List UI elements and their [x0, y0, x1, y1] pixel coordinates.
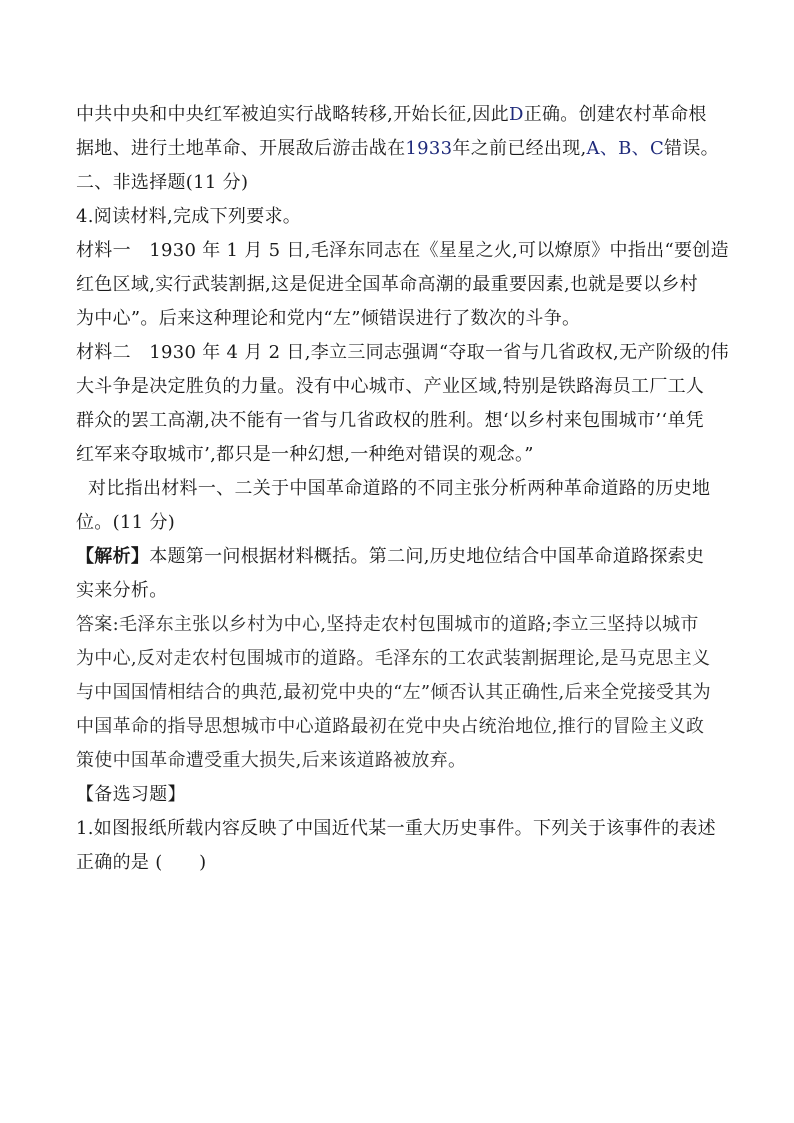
- section-title: 二、非选择题(11 分): [76, 172, 249, 193]
- text-segment: 年之前已经出现,: [452, 138, 587, 159]
- document-page: [76, 98, 729, 880]
- backup-label: 【备选习题】: [76, 784, 186, 805]
- answer-line: 中国革命的指导思想城市中心道路最初在党中央占统治地位,推行的冒险主义政: [76, 716, 705, 737]
- text-line: [76, 132, 726, 166]
- analysis-line: [76, 540, 726, 574]
- answer-line: 答案:毛泽东主张以乡村为中心,坚持走农村包围城市的道路;李立三坚持以城市: [76, 614, 699, 635]
- answer-line: 为中心,反对走农村包围城市的道路。毛泽东的工农武装割据理论,是马克思主义: [76, 648, 711, 669]
- material-two-line: 群众的罢工高潮,决不能有一省与几省政权的胜利。想‘以乡村来包围城市’‘单凭: [76, 410, 704, 431]
- answer-line: 策使中国革命遭受重大损失,后来该道路被放弃。: [76, 750, 467, 771]
- text-segment: 中共中央和中央红军被迫实行战略转移,开始长征,因此: [76, 104, 509, 125]
- analysis-text: 本题第一问根据材料概括。第二问,历史地位结合中国革命道路探索史: [149, 546, 705, 567]
- text-segment: 错误。: [664, 138, 719, 159]
- material-one-line: 红色区域,实行武装割据,这是促进全国革命高潮的最重要因素,也就是要以乡村: [76, 274, 698, 295]
- material-two-line: 大斗争是决定胜负的力量。没有中心城市、产业区域,特别是铁路海员工厂工人: [76, 376, 705, 397]
- material-two-line: 材料二 1930 年 4 月 2 日,李立三同志强调“夺取一省与几省政权,无产阶级的伟: [76, 342, 729, 363]
- text-segment: 正确。创建农村革命根: [523, 104, 707, 125]
- requirement-line: 位。(11 分): [76, 512, 176, 533]
- backup-question-line: 1.如图报纸所载内容反映了中国近代某一重大历史事件。下列关于该事件的表述: [76, 818, 716, 839]
- answer-line: 与中国国情相结合的典范,最初党中央的“左”倾否认其正确性,后来全党接受其为: [76, 682, 711, 703]
- option-letters: A、B、C: [586, 138, 665, 159]
- question-stem: 4.阅读材料,完成下列要求。: [76, 206, 302, 227]
- text-line: [76, 98, 726, 132]
- backup-question-line: 正确的是 ( ): [76, 852, 207, 873]
- requirement-line: 对比指出材料一、二关于中国革命道路的不同主张分析两种革命道路的历史地: [76, 478, 711, 499]
- analysis-line: 实来分析。: [76, 580, 168, 601]
- option-letter: D: [508, 104, 524, 125]
- material-one-line: 为中心”。后来这种理论和党内“左”倾错误进行了数次的斗争。: [76, 308, 581, 329]
- analysis-label: 【解析】: [76, 546, 150, 567]
- material-two-line: 红军来夺取城市’,都只是一种幻想,一种绝对错误的观念。”: [76, 444, 534, 465]
- material-one-line: 材料一 1930 年 1 月 5 日,毛泽东同志在《星星之火,可以燎原》中指出“要创造: [76, 240, 729, 261]
- text-segment: 据地、进行土地革命、开展敌后游击战在: [76, 138, 406, 159]
- year-number: 1933: [405, 138, 453, 159]
